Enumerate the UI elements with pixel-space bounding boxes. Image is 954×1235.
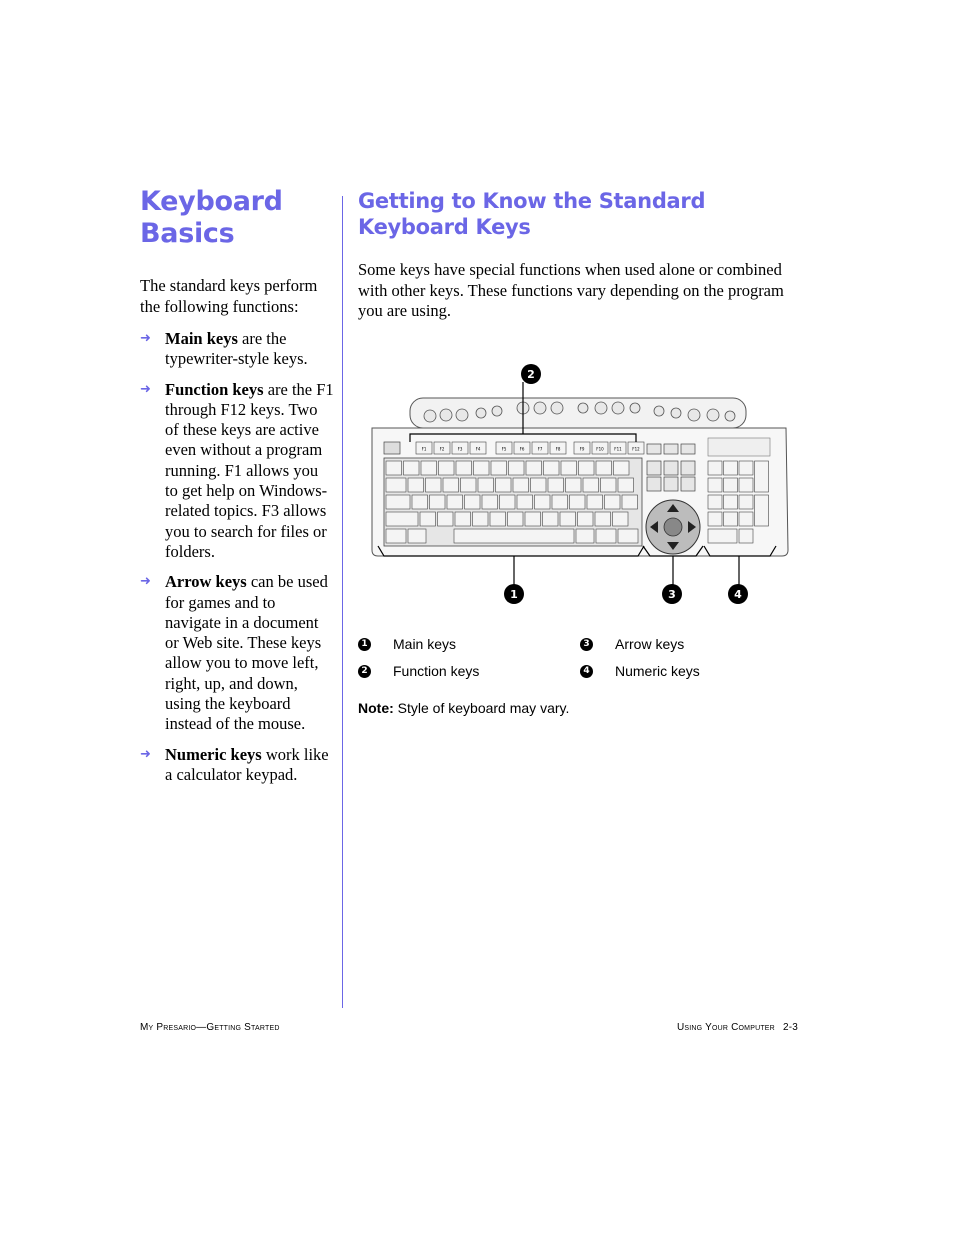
arrow-keys-pad (646, 500, 700, 554)
modifier-key (386, 512, 418, 526)
numeric-key (724, 495, 738, 509)
main-key (426, 478, 442, 492)
main-key (601, 478, 617, 492)
function-key-label: F11 (614, 446, 622, 452)
callout-number: 1 (358, 638, 371, 651)
navigation-keys (647, 444, 695, 491)
function-key-row (416, 442, 644, 454)
legend-item: 1 Main keys (358, 636, 456, 652)
sidebar-intro: The standard keys perform the following functions: (140, 276, 318, 316)
list-item: ➜ Main keys are the typewriter-style keys. (140, 329, 308, 369)
callout-1 (504, 584, 524, 604)
function-key-label: F12 (632, 446, 640, 452)
main-key (443, 478, 459, 492)
main-key (517, 495, 533, 509)
main-key (583, 478, 599, 492)
list-item: ➜ Function keys are the F1 through F12 keys. Two of these keys are active even without a program running. F1 allows you to get help on Windows-related topics. F3 allows you to search for files or folders. (140, 379, 334, 561)
main-key (570, 495, 586, 509)
main-key (439, 461, 455, 475)
modifier-key (576, 529, 594, 543)
main-key (412, 495, 428, 509)
main-key (508, 512, 524, 526)
function-key-label: F7 (537, 446, 543, 452)
main-key (596, 461, 612, 475)
svg-text:2: 2 (527, 368, 535, 381)
function-key-label: F2 (439, 446, 445, 452)
numeric-key (739, 512, 753, 526)
function-key-label: F6 (519, 446, 525, 452)
main-key (473, 512, 489, 526)
callout-2 (521, 364, 541, 384)
main-key (461, 478, 477, 492)
numeric-key (739, 461, 753, 475)
modifier-key (386, 495, 410, 509)
main-key (526, 461, 542, 475)
main-key (386, 461, 402, 475)
main-key (455, 512, 471, 526)
main-key (478, 478, 494, 492)
footer-left: My Presario—Getting Started (140, 1022, 280, 1033)
svg-text:4: 4 (734, 588, 742, 601)
footer-right: Using Your Computer 2-3 (676, 1022, 798, 1033)
function-key-label: F9 (579, 446, 585, 452)
callout-4 (728, 584, 748, 604)
main-key (500, 495, 516, 509)
function-key-label: F3 (457, 446, 463, 452)
function-key-label: F8 (555, 446, 561, 452)
function-key-label: F10 (596, 446, 604, 452)
numeric-key (724, 478, 738, 492)
indicator-panel (708, 438, 770, 456)
main-key (513, 478, 529, 492)
svg-text:3: 3 (668, 588, 676, 601)
intro-paragraph: Some keys have special functions when used alone or combined with other keys. These functions vary depending on the program you are using. (358, 260, 784, 321)
function-key-label: F5 (501, 446, 507, 452)
spacebar-key (454, 529, 574, 543)
page-number: 2-3 (782, 1022, 798, 1033)
modifier-key (596, 529, 616, 543)
main-key (578, 512, 594, 526)
numeric-key (708, 478, 722, 492)
modifier-key (408, 529, 426, 543)
main-key (579, 461, 595, 475)
numeric-key (708, 512, 722, 526)
main-key (482, 495, 498, 509)
main-key (509, 461, 525, 475)
main-key (618, 478, 634, 492)
sidebar (140, 186, 335, 795)
main-key (605, 495, 621, 509)
main-key (595, 512, 611, 526)
main-key (465, 495, 481, 509)
numeric-key (708, 461, 722, 475)
numeric-key (708, 495, 722, 509)
numeric-key (739, 478, 753, 492)
main-key (561, 461, 577, 475)
main-key (543, 512, 559, 526)
main-key (531, 478, 547, 492)
main-key (614, 461, 630, 475)
arrow-right-icon: ➜ (140, 746, 151, 762)
main-key (548, 478, 564, 492)
numeric-key (739, 495, 753, 509)
main-key (491, 461, 507, 475)
arrow-right-icon: ➜ (140, 381, 151, 397)
main-key (622, 495, 638, 509)
callout-number: 4 (580, 665, 593, 678)
arrow-right-icon: ➜ (140, 574, 151, 590)
sidebar-title: Keyboard Basics (140, 186, 283, 249)
svg-text:1: 1 (510, 588, 518, 601)
main-key (456, 461, 472, 475)
keyboard-illustration (358, 360, 798, 610)
main-key (447, 495, 463, 509)
main-key (421, 461, 437, 475)
numeric-key (755, 495, 769, 526)
legend-item: 2 Function keys (358, 663, 479, 679)
modifier-key (386, 529, 406, 543)
list-item: ➜ Numeric keys work like a calculator keypad. (140, 744, 329, 784)
main-key (474, 461, 490, 475)
column-divider (342, 196, 343, 1008)
main-key (430, 495, 446, 509)
esc-key (384, 442, 400, 454)
list-item: ➜ Arrow keys can be used for games and to navigate in a document or Web site. These keys allow you to move left, right, up, and down, using the keyboard instead of the mouse. (140, 572, 328, 734)
page-title: Getting to Know the Standard Keyboard Keys (358, 189, 706, 239)
main-key (420, 512, 436, 526)
numeric-key (724, 461, 738, 475)
main-key (404, 461, 420, 475)
callout-3 (662, 584, 682, 604)
main-key (613, 512, 629, 526)
function-key-label: F1 (421, 446, 427, 452)
legend-item: 4 Numeric keys (580, 663, 700, 679)
main-key (438, 512, 454, 526)
arrow-right-icon: ➜ (140, 331, 151, 346)
key-types-list (140, 329, 335, 785)
main-content (358, 188, 800, 322)
main-key (490, 512, 506, 526)
main-key (587, 495, 603, 509)
function-key-label: F4 (475, 446, 481, 452)
callout-number: 3 (580, 638, 593, 651)
numeric-key (724, 512, 738, 526)
modifier-key (386, 478, 406, 492)
main-key (552, 495, 568, 509)
legend-item: 3 Arrow keys (580, 636, 684, 652)
main-key (535, 495, 551, 509)
main-key (496, 478, 512, 492)
numeric-key (739, 529, 753, 543)
modifier-key (618, 529, 638, 543)
callout-number: 2 (358, 665, 371, 678)
numeric-key (708, 529, 737, 543)
main-key (408, 478, 424, 492)
main-key (544, 461, 560, 475)
main-key (566, 478, 582, 492)
main-key (560, 512, 576, 526)
main-key-rows (386, 461, 638, 543)
main-key (525, 512, 541, 526)
note: Note: Style of keyboard may vary. (358, 700, 570, 716)
numeric-key (755, 461, 769, 492)
